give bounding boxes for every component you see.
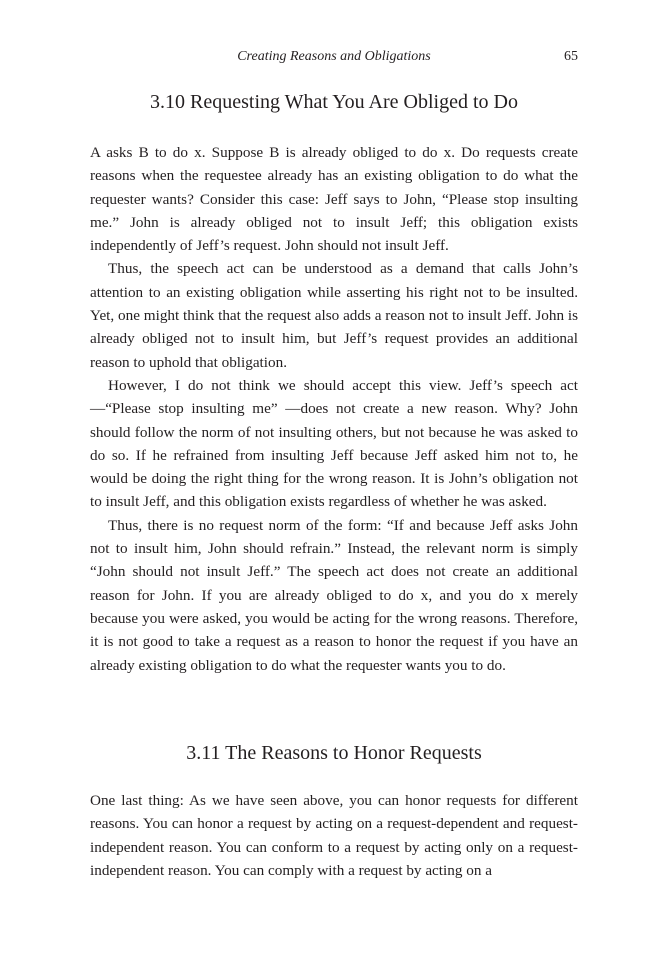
- running-header: [90, 48, 578, 66]
- section-body-3-10: [90, 141, 578, 677]
- page-number: 65: [564, 49, 578, 64]
- paragraph: One last thing: As we have seen above, you can honor requests for different reasons. You can honor a request by acting on a request-dependent and request-independent reason. You can conform to a request by acting only on a request-independent reason. You can comply with a request by acting on a: [90, 792, 578, 879]
- running-title: Creating Reasons and Obligations: [237, 49, 431, 64]
- section-heading-3-10: 3.10 Requesting What You Are Obliged to Do: [150, 91, 518, 113]
- paragraph: However, I do not think we should accept this view. Jeff’s speech act—“Please stop insulting me” —does not create a new reason. Why? John should follow the norm of not insulting others, but not because he was asked to do so. If he refrained from insulting Jeff because Jeff asked him not to, he would be doing the right thing for the wrong reason. It is John’s obligation not to insult Jeff, and this obligation exists regardless of whether he was asked.: [90, 376, 578, 511]
- paragraph: Thus, there is no request norm of the form: “If and because Jeff asks John not to insult him, John should refrain.” Instead, the relevant norm is simply “John should not insult Jeff.” The speech act does not create an additional reason for John. If you are already obliged to do x, and you do x merely because you were asked, you would be acting for the wrong reasons. Therefore, it is not good to take a request as a reason to honor the request if you have an already existing obligation to do what the requester wants you to do.: [90, 516, 578, 674]
- paragraph: A asks B to do x. Suppose B is already obliged to do x. Do requests create reasons when the requestee already has an existing obligation to do what the requester wants? Consider this case: Jeff says to John, “Please stop insulting me.” John is already obliged not to insult Jeff; this obligation exists independently of Jeff’s request. John should not insult Jeff.: [90, 144, 578, 255]
- section-heading-3-11: 3.11 The Reasons to Honor Requests: [186, 742, 482, 764]
- section-body-3-11: [90, 789, 578, 882]
- paragraph: Thus, the speech act can be understood as a demand that calls John’s attention to an existing obligation while asserting his right not to be insulted. Yet, one might think that the request also adds a reason not to insult Jeff. John is already obliged not to insult him, but Jeff’s request provides an additional reason to uphold that obligation.: [90, 260, 578, 371]
